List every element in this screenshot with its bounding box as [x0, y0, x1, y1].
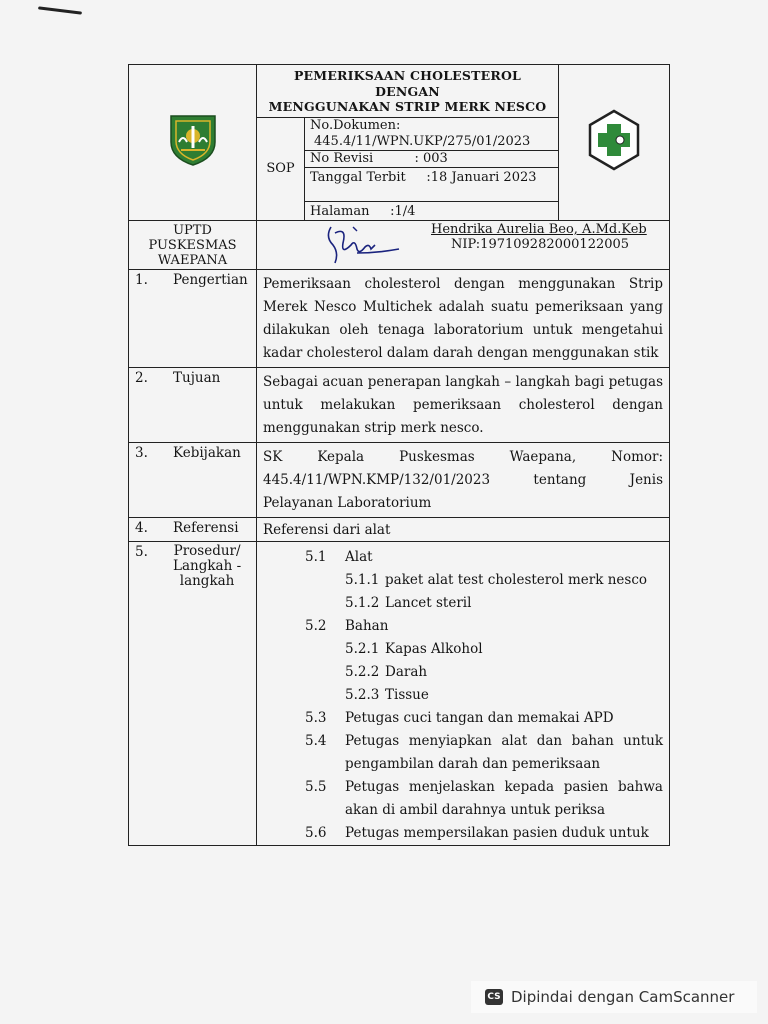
scan-artifact — [38, 6, 82, 14]
step-item: 5.1 Alat — [305, 548, 373, 565]
officer-info — [431, 220, 670, 269]
camscanner-label: Dipindai dengan CamScanner — [511, 988, 735, 1006]
step-subitem: 5.1.1 paket alat test cholesterol merk nesco — [345, 571, 648, 588]
revision-number: No Revisi : 003 — [305, 151, 558, 168]
section-pengertian-body: Pemeriksaan cholesterol dengan menggunakan Strip Merek Nesco Multichek adalah suatu pemeriksaan yang dilakukan oleh tenaga laboratorium untuk mengetahui kadar cholesterol dalam darah dengan menggunakan stik — [257, 269, 670, 367]
section-prosedur-head: 5. Prosedur/ Langkah - langkah — [129, 541, 257, 845]
doc-number-label: No.Dokumen: — [310, 117, 401, 133]
section-referensi-body: Referensi dari alat — [257, 517, 670, 541]
document-metadata — [305, 117, 559, 220]
issue-date: Tanggal Terbit :18 Januari 2023 — [310, 169, 537, 185]
section-tujuan-body: Sebagai acuan penerapan langkah – langkah bagi petugas untuk melakukan pemeriksaan cholesterol dengan menggunakan strip merk nesco. — [257, 367, 670, 442]
section-tujuan-head: 2. Tujuan — [129, 367, 257, 442]
document-title: PEMERIKSAAN CHOLESTEROL DENGAN MENGGUNAKAN STRIP MERK NESCO — [257, 65, 559, 118]
puskesmas-cross-icon — [586, 109, 642, 171]
step-item: 5.6 Petugas mempersilakan pasien duduk untuk — [305, 824, 649, 841]
camscanner-icon: CS — [485, 989, 503, 1005]
step-item: 5.5 Petugas menjelaskan kepada pasien bahwa akan di ambil darahnya untuk periksa — [305, 778, 663, 818]
section-kebijakan-head: 3. Kebijakan — [129, 442, 257, 517]
section-kebijakan-body: SK Kepala Puskesmas Waepana, Nomor: 445.4/11/WPN.KMP/132/01/2023 tentang Jenis Pelayanan Laboratorium — [257, 442, 670, 517]
officer-name: Hendrika Aurelia Beo, A.Md.Keb — [431, 221, 647, 237]
step-subitem: 5.2.1 Kapas Alkohol — [345, 640, 483, 657]
camscanner-watermark — [471, 981, 757, 1013]
section-prosedur-body — [257, 541, 670, 845]
step-subitem: 5.2.2 Darah — [345, 663, 428, 680]
section-pengertian-head: 1. Pengertian — [129, 269, 257, 367]
step-item: 5.3 Petugas cuci tangan dan memakai APD — [305, 709, 614, 726]
sop-table — [128, 64, 670, 846]
sop-label: SOP — [257, 117, 305, 220]
step-item: 5.4 Petugas menyiapkan alat dan bahan untuk pengambilan darah dan pemeriksaan — [305, 732, 663, 772]
regency-logo-cell — [129, 65, 257, 221]
doc-number-value: 445.4/11/WPN.UKP/275/01/2023 — [305, 134, 558, 151]
step-subitem: 5.2.3 Tissue — [345, 686, 429, 703]
regency-emblem-icon — [163, 112, 223, 168]
puskesmas-logo-cell — [559, 65, 670, 221]
step-item: 5.2 Bahan — [305, 617, 389, 634]
officer-nip: NIP:197109282000122005 — [451, 236, 630, 252]
section-referensi-head: 4. Referensi — [129, 517, 257, 541]
signature-icon — [317, 223, 437, 271]
page-number: Halaman :1/4 — [310, 203, 416, 219]
organization-name: UPTD PUSKESMAS WAEPANA — [129, 220, 257, 269]
step-subitem: 5.1.2 Lancet steril — [345, 594, 472, 611]
